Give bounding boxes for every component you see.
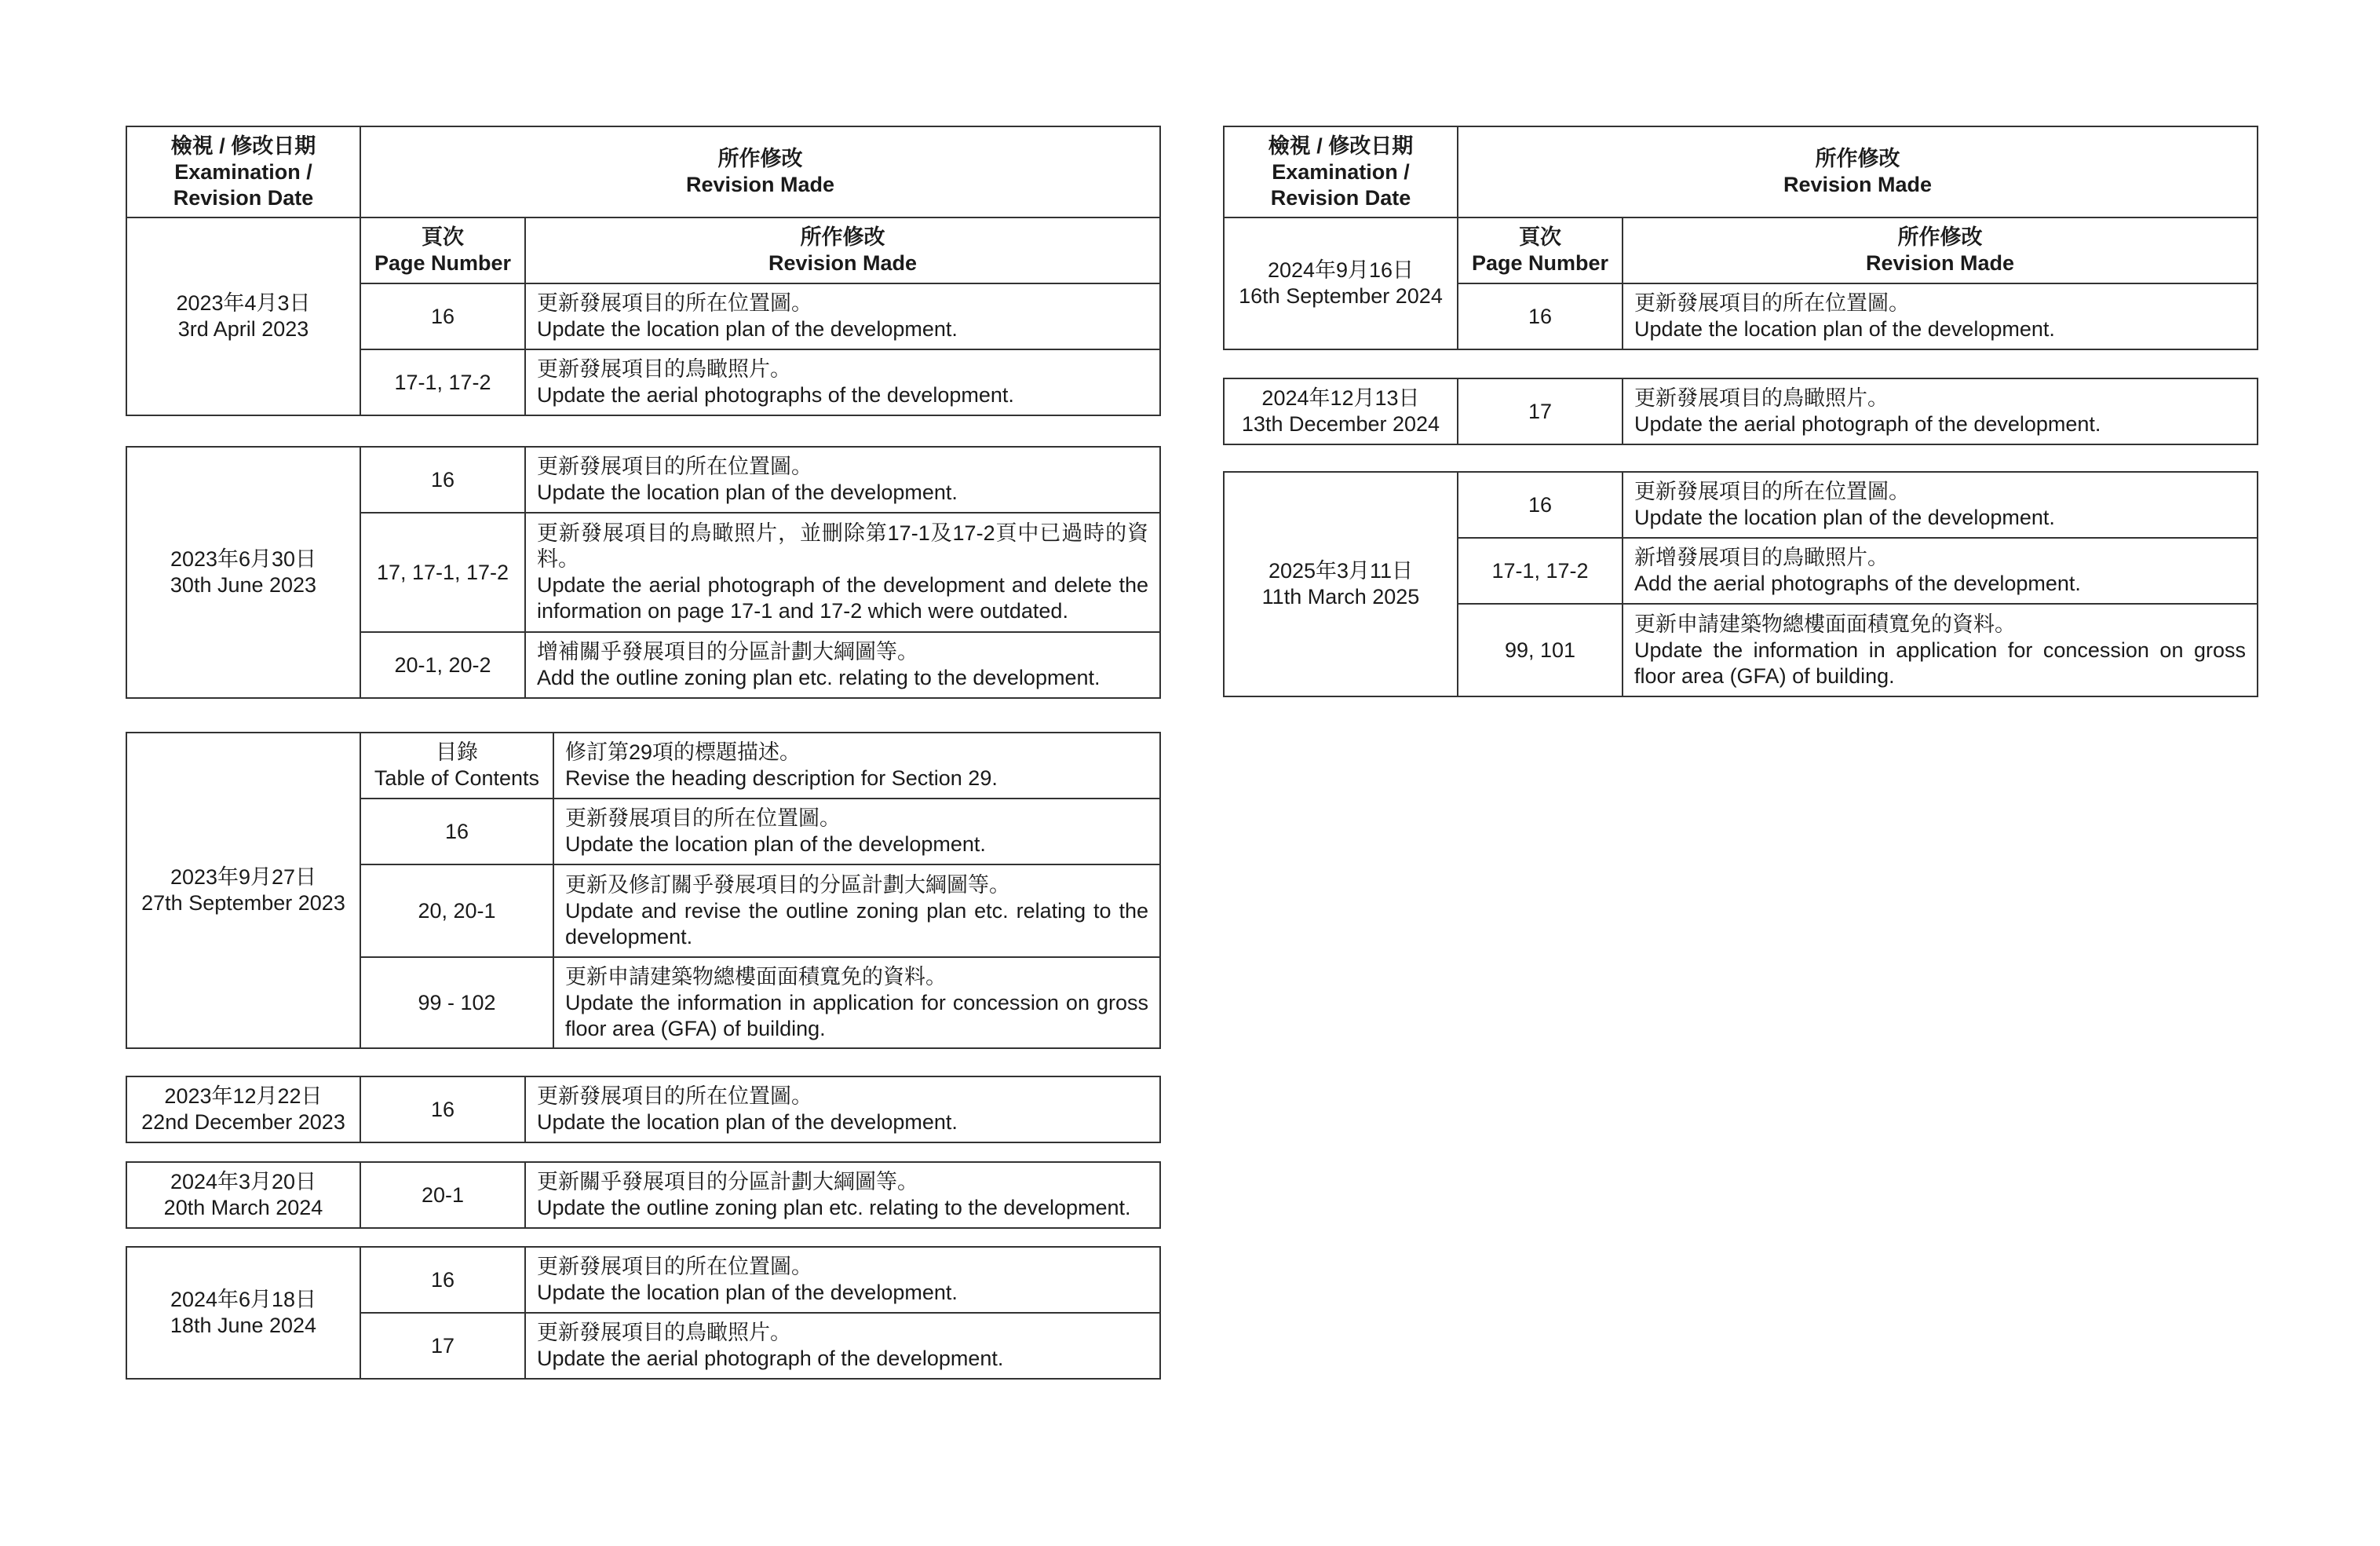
revision-table-2023-06-30 [126, 446, 1161, 699]
revision-made-header [360, 126, 1160, 217]
page-zh: 目錄 [436, 740, 478, 764]
exam-date-header-en-1: Examination / [1272, 159, 1410, 184]
revision-zh: 增補關乎發展項目的分區計劃大綱圖等。 [537, 640, 918, 663]
revision-en: Update the outline zoning plan etc. relating to the development. [537, 1196, 1131, 1219]
revision-zh: 更新申請建築物總樓面面積寬免的資料。 [565, 964, 947, 989]
revision-en: Add the outline zoning plan etc. relating to the development. [537, 666, 1101, 689]
exam-date-header-en-1: Examination / [174, 159, 312, 184]
page-number-cell: 20-1 [360, 1162, 525, 1228]
revision-zh: 更新發展項目的所在位置圖。 [537, 291, 812, 315]
revision-en: Update the aerial photograph of the development. [1634, 412, 2101, 436]
date-en: 13th December 2024 [1241, 412, 1440, 436]
revision-date-cell [1224, 378, 1458, 444]
page-number-cell: 17, 17-1, 17-2 [360, 513, 525, 632]
revision-made-header-en: Revision Made [685, 173, 835, 196]
revision-description-cell [525, 283, 1160, 349]
revision-table-2023-12-22 [126, 1076, 1161, 1143]
revision-zh: 更新及修訂關乎發展項目的分區計劃大綱圖等。 [565, 872, 1010, 897]
revision-description-cell [525, 447, 1160, 513]
exam-date-header-en-2: Revision Date [1270, 185, 1411, 210]
page-number-cell: 16 [360, 799, 553, 864]
revision-en: Update and revise the outline zoning plan etc. relating to the development. [565, 898, 1148, 948]
exam-date-header [1224, 126, 1458, 217]
date-en: 27th September 2023 [141, 891, 345, 915]
exam-date-header-zh: 檢視 / 修改日期 [1268, 133, 1414, 158]
date-zh: 2024年6月18日 [170, 1288, 317, 1311]
revision-zh: 更新發展項目的所在位置圖。 [537, 455, 812, 478]
revision-zh: 更新發展項目的鳥瞰照片。 [1634, 386, 1889, 410]
revision-en: Update the location plan of the development. [537, 1110, 958, 1134]
page-number-cell: 16 [1458, 283, 1623, 349]
revision-zh: 修訂第29項的標題描述。 [565, 740, 801, 764]
revision-en: Update the location plan of the development. [537, 1281, 958, 1304]
revision-made-subheader-en: Revision Made [768, 251, 918, 275]
revision-description-cell [1623, 538, 2258, 604]
page-number-header [360, 217, 525, 283]
date-zh: 2023年6月30日 [170, 547, 317, 571]
date-zh: 2024年12月13日 [1261, 386, 1420, 410]
exam-date-header-en-2: Revision Date [173, 185, 314, 210]
revision-date-cell [126, 1076, 360, 1142]
page-number-cell: 17 [360, 1313, 525, 1379]
revision-made-subheader-zh: 所作修改 [800, 225, 885, 249]
page-number-cell: 16 [360, 447, 525, 513]
page-number-cell: 16 [360, 283, 525, 349]
page-number-cell: 99, 101 [1458, 604, 1623, 696]
revision-description-cell [1623, 604, 2258, 696]
revision-description-cell [553, 733, 1160, 799]
revision-description-cell [525, 1162, 1160, 1228]
revision-made-subheader-zh: 所作修改 [1897, 225, 1983, 249]
revision-description-cell [553, 957, 1160, 1048]
revision-description-cell [525, 513, 1160, 632]
exam-date-header-zh: 檢視 / 修改日期 [170, 133, 316, 158]
date-en: 18th June 2024 [170, 1314, 317, 1337]
revision-made-header-zh: 所作修改 [1815, 147, 1900, 170]
revision-zh: 更新發展項目的鳥瞰照片。 [537, 357, 791, 381]
revision-date-cell [126, 447, 360, 698]
revision-description-cell [1623, 283, 2258, 349]
date-zh: 2023年12月22日 [164, 1084, 323, 1108]
page-number-header-en: Page Number [1471, 251, 1609, 275]
page-number-cell: 16 [360, 1247, 525, 1313]
revision-en: Update the location plan of the development. [537, 317, 958, 341]
date-zh: 2023年9月27日 [170, 865, 317, 889]
revision-table-2024-03-20 [126, 1161, 1161, 1229]
revision-made-subheader [525, 217, 1160, 283]
revision-date-cell [126, 733, 360, 1048]
revision-en: Update the information in application for concession on gross floor area (GFA) of building. [1634, 638, 2246, 688]
revision-zh: 更新發展項目的所在位置圖。 [1634, 291, 1910, 315]
date-zh: 2024年3月20日 [170, 1170, 317, 1193]
revision-en: Update the location plan of the development. [1634, 317, 2055, 341]
revision-en: Update the aerial photograph of the development. [537, 1347, 1004, 1370]
page-number-cell: 20-1, 20-2 [360, 632, 525, 698]
date-en: 16th September 2024 [1239, 284, 1443, 308]
revision-description-cell [525, 349, 1160, 415]
revision-description-cell [525, 1313, 1160, 1379]
page-number-header [1458, 217, 1623, 283]
date-zh: 2023年4月3日 [176, 291, 311, 315]
page-number-cell: 20, 20-1 [360, 864, 553, 957]
revision-zh: 更新發展項目的所在位置圖。 [565, 806, 841, 830]
revision-description-cell [553, 799, 1160, 864]
revision-table-2024-12-13 [1223, 378, 2258, 445]
date-zh: 2025年3月11日 [1268, 559, 1414, 583]
page-number-header-en: Page Number [374, 251, 512, 275]
revision-zh: 新增發展項目的鳥瞰照片。 [1634, 546, 1889, 569]
page-number-cell [360, 733, 553, 799]
date-en: 30th June 2023 [170, 573, 317, 597]
revision-date-cell [1224, 472, 1458, 696]
date-en: 3rd April 2023 [177, 317, 309, 341]
revision-table-2024-06-18 [126, 1246, 1161, 1380]
page-number-cell: 17 [1458, 378, 1623, 444]
page-en: Table of Contents [374, 766, 540, 790]
revision-description-cell [525, 1247, 1160, 1313]
revision-description-cell [553, 864, 1160, 957]
revision-made-header-zh: 所作修改 [717, 147, 803, 170]
revision-en: Update the aerial photographs of the development. [537, 383, 1014, 407]
revision-en: Update the location plan of the development. [1634, 506, 2055, 529]
page-number-cell: 17-1, 17-2 [1458, 538, 1623, 604]
exam-date-header [126, 126, 360, 217]
revision-zh: 更新發展項目的鳥瞰照片。 [537, 1321, 791, 1344]
date-en: 11th March 2025 [1261, 585, 1420, 609]
revision-description-cell [525, 632, 1160, 698]
page-number-cell: 17-1, 17-2 [360, 349, 525, 415]
revision-en: Revise the heading description for Section 29. [565, 766, 998, 790]
revision-made-subheader-en: Revision Made [1865, 251, 2015, 275]
revision-en: Update the location plan of the development. [565, 832, 986, 856]
revision-made-subheader [1623, 217, 2258, 283]
revision-date-cell [126, 1247, 360, 1379]
revision-table-2025-03-11 [1223, 471, 2258, 697]
revision-made-header [1458, 126, 2258, 217]
revision-en: Update the aerial photograph of the development and delete the information on page 17-1 and 17-2 which were outdated. [537, 573, 1148, 623]
revision-zh: 更新申請建築物總樓面面積寬免的資料。 [1634, 612, 2016, 636]
revision-made-header-en: Revision Made [1783, 173, 1933, 196]
revision-en: Update the location plan of the development. [537, 481, 958, 504]
revision-zh: 更新發展項目的所在位置圖。 [1634, 480, 1910, 503]
page-number-cell: 16 [360, 1076, 525, 1142]
revision-en: Update the information in application for concession on gross floor area (GFA) of building. [565, 990, 1148, 1040]
revision-table-2024-09-16 [1223, 126, 2258, 350]
page-number-header-zh: 頁次 [422, 225, 464, 249]
revision-description-cell [525, 1076, 1160, 1142]
revision-description-cell [1623, 472, 2258, 538]
revision-table-2023-09-27 [126, 732, 1161, 1049]
page-number-header-zh: 頁次 [1519, 225, 1561, 249]
revision-date-cell [126, 217, 360, 415]
date-en: 20th March 2024 [163, 1196, 323, 1219]
revision-zh: 更新發展項目的鳥瞰照片，並刪除第17-1及17-2頁中已過時的資料。 [537, 521, 1148, 571]
revision-zh: 更新發展項目的所在位置圖。 [537, 1084, 812, 1108]
revision-zh: 更新發展項目的所在位置圖。 [537, 1255, 812, 1278]
revision-date-cell [126, 1162, 360, 1228]
revision-en: Add the aerial photographs of the development. [1634, 572, 2081, 595]
page-number-cell: 99 - 102 [360, 957, 553, 1048]
revision-table-2023-04-03 [126, 126, 1161, 416]
page-number-cell: 16 [1458, 472, 1623, 538]
revision-zh: 更新關乎發展項目的分區計劃大綱圖等。 [537, 1170, 918, 1193]
date-en: 22nd December 2023 [141, 1110, 345, 1134]
revision-description-cell [1623, 378, 2258, 444]
date-zh: 2024年9月16日 [1267, 258, 1414, 282]
revision-date-cell [1224, 217, 1458, 349]
